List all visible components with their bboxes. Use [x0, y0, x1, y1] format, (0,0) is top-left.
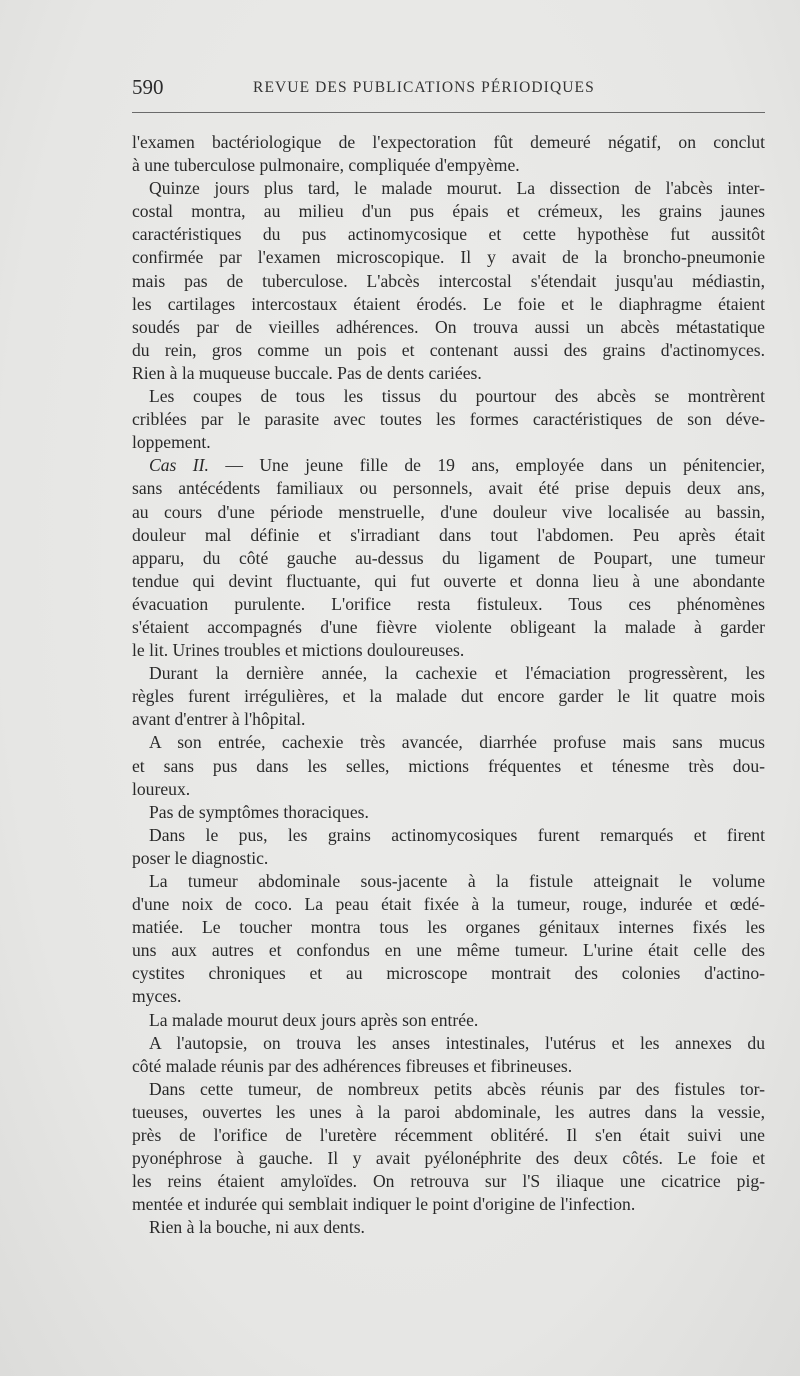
paragraph [132, 1216, 765, 1239]
text-line: A son entrée, cachexie très avancée, diarrhée profuse mais sans mucus [149, 732, 765, 753]
text-line: du rein, gros comme un pois et contenant aussi des grains d'actinomyces. [132, 339, 765, 360]
text-line: Rien à la bouche, ni aux dents. [149, 1217, 365, 1238]
text-line: douleur mal définie et s'irradiant dans tout l'abdomen. Peu après était [132, 524, 765, 545]
paragraph [132, 870, 765, 1009]
text-line: avant d'entrer à l'hôpital. [132, 709, 306, 730]
text-line: à une tuberculose pulmonaire, compliquée d'empyème. [132, 155, 520, 176]
text-line: Quinze jours plus tard, le malade mourut. La dissection de l'abcès inter- [149, 178, 765, 199]
running-title: REVUE DES PUBLICATIONS PÉRIODIQUES [253, 79, 595, 96]
text-line: apparu, du côté gauche au-dessus du ligament de Poupart, une tumeur [132, 547, 765, 568]
paragraph [132, 1032, 765, 1078]
text-line: l'examen bactériologique de l'expectoration fût demeuré négatif, on conclut [132, 132, 765, 152]
text-line: côté malade réunis par des adhérences fibreuses et fibrineuses. [132, 1055, 573, 1076]
text-line: A l'autopsie, on trouva les anses intestinales, l'utérus et les annexes du [149, 1032, 765, 1053]
text-line: les cartilages intercostaux étaient érodés. Le foie et le diaphragme étaient [132, 293, 765, 314]
paragraph [132, 385, 765, 454]
text-line: loppement. [132, 432, 211, 453]
text-line: tueuses, ouvertes les unes à la paroi abdominale, les autres dans la vessie, [132, 1101, 765, 1122]
text-line: évacuation purulente. L'orifice resta fistuleux. Tous ces phénomènes [132, 593, 765, 614]
paragraph [132, 1078, 765, 1217]
text-line: les reins étaient amyloïdes. On retrouva sur l'S iliaque une cicatrice pig- [132, 1171, 765, 1192]
text-line: règles furent irrégulières, et la malade dut encore garder le lit quatre mois [132, 686, 765, 707]
text-line: le lit. Urines troubles et mictions douloureuses. [132, 640, 465, 661]
text-line: cystites chroniques et au microscope montrait des colonies d'actino- [132, 963, 765, 984]
text-line: criblées par le parasite avec toutes les formes caractéristiques de son déve- [132, 409, 765, 430]
text-line: sans antécédents familiaux ou personnels, avait été prise depuis deux ans, [132, 478, 765, 499]
text-line: myces. [132, 986, 182, 1007]
text-run: — Une jeune fille de 19 ans, employée dans un pénitencier, [208, 455, 765, 476]
text-line: soudés par de vieilles adhérences. On trouva aussi un abcès métastatique [132, 316, 765, 337]
text-line: Rien à la muqueuse buccale. Pas de dents cariées. [132, 362, 482, 383]
text-line: Durant la dernière année, la cachexie et l'émaciation progressèrent, les [149, 663, 765, 684]
text-line: d'une noix de coco. La peau était fixée à la tumeur, rouge, indurée et œdé- [132, 894, 765, 915]
text-line: uns aux autres et confondus en une même tumeur. L'urine était celle des [132, 940, 765, 961]
paragraph [132, 177, 765, 385]
text-line: caractéristiques du pus actinomycosique et cette hypothèse fut aussitôt [132, 224, 765, 245]
text-line: Pas de symptômes thoraciques. [149, 801, 369, 822]
paragraph [132, 731, 765, 800]
text-line: Les coupes de tous les tissus du pourtour des abcès se montrèrent [149, 386, 765, 407]
page-header [132, 72, 765, 102]
text-line: mais pas de tuberculose. L'abcès intercostal s'étendait jusqu'au médiastin, [132, 270, 765, 291]
paragraph [132, 801, 765, 824]
paragraph [132, 1009, 765, 1032]
paragraph [132, 131, 765, 177]
text-line: au cours d'une période menstruelle, d'une douleur vive localisée au bassin, [132, 501, 765, 522]
header-rule [132, 112, 765, 113]
text-line: et sans pus dans les selles, mictions fréquentes et ténesme très dou- [132, 755, 765, 776]
text-line: mentée et indurée qui semblait indiquer le point d'origine de l'infection. [132, 1194, 636, 1215]
paragraph [132, 662, 765, 731]
page-number: 590 [132, 75, 164, 99]
text-line: La malade mourut deux jours après son entrée. [149, 1009, 479, 1030]
body-text [132, 131, 765, 1240]
text-line: poser le diagnostic. [132, 847, 269, 868]
text-line: Dans cette tumeur, de nombreux petits abcès réunis par des fistules tor- [149, 1078, 765, 1099]
text-line: pyonéphrose à gauche. Il y avait pyélonéphrite des deux côtés. Le foie et [132, 1148, 765, 1169]
text-line: s'étaient accompagnés d'une fièvre violente obligeant la malade à garder [132, 616, 765, 637]
text-line: confirmée par l'examen microscopique. Il y avait de la broncho-pneumonie [132, 247, 765, 268]
text-line: Dans le pus, les grains actinomycosiques furent remarqués et firent [149, 824, 765, 845]
text-line: tendue qui devint fluctuante, qui fut ouverte et donna lieu à une abondante [132, 570, 765, 591]
paragraph [132, 824, 765, 870]
text-line: matiée. Le toucher montra tous les organes génitaux internes fixés les [132, 917, 765, 938]
text-line [132, 454, 765, 477]
case-heading: Cas II. [149, 455, 209, 476]
text-line: loureux. [132, 778, 191, 799]
text-line: costal montra, au milieu d'un pus épais et crémeux, les grains jaunes [132, 201, 765, 222]
text-line: près de l'orifice de l'uretère récemment oblitéré. Il s'en était suivi une [132, 1125, 765, 1146]
text-line: La tumeur abdominale sous-jacente à la fistule atteignait le volume [149, 871, 765, 891]
paragraph-case-2 [132, 454, 765, 662]
